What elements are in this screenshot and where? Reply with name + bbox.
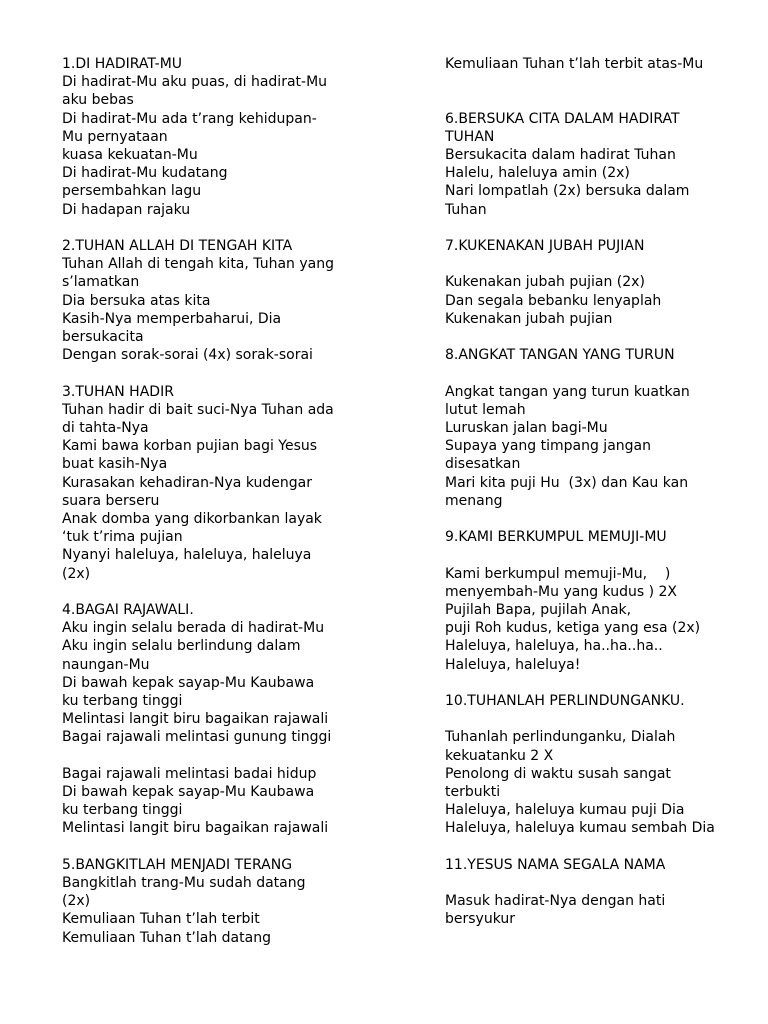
song-7	[445, 237, 745, 328]
song-10	[445, 692, 745, 838]
song-title: 6.BERSUKA CITA DALAM HADIRAT	[445, 110, 680, 127]
lyric-line: ‘tuk t’rima pujian	[62, 529, 183, 546]
lyric-line: Nari lompatlah (2x) bersuka dalam	[445, 183, 690, 200]
lyric-line: Dia bersuka atas kita	[62, 292, 211, 309]
lyric-line: Aku ingin selalu berlindung dalam	[62, 638, 301, 655]
lyric-line: Dengan sorak-sorai (4x) sorak-sorai	[62, 347, 313, 364]
lyric-line: Masuk hadirat-Nya dengan hati	[445, 893, 666, 910]
lyric-line: Dan segala bebanku lenyaplah	[445, 292, 662, 309]
lyric-line: Haleluya, haleluya kumau puji Dia	[445, 802, 685, 819]
song-8	[445, 346, 745, 510]
song-1	[62, 55, 362, 219]
song-6	[445, 110, 745, 219]
lyric-line: Di hadapan rajaku	[62, 201, 191, 218]
lyric-line: Tuhan hadir di bait suci-Nya Tuhan ada	[62, 401, 334, 418]
lyric-line: (2x)	[62, 565, 91, 582]
left-column	[62, 55, 362, 947]
song-3	[62, 383, 362, 583]
lyric-line: kekuatanku 2 X	[445, 747, 554, 764]
lyric-line: Melintasi langit biru bagaikan rajawali	[62, 711, 329, 728]
lyric-line: Bersukacita dalam hadirat Tuhan	[445, 147, 676, 163]
right-column	[445, 55, 745, 929]
lyric-line: Mari kita puji Hu (3x) dan Kau kan	[445, 474, 689, 491]
lyric-line: ku terbang tinggi	[62, 693, 183, 710]
lyric-line: Kami bawa korban pujian bagi Yesus	[62, 438, 318, 455]
song-title: 5.BANGKITLAH MENJADI TERANG	[62, 856, 293, 873]
lyric-line: Kukenakan jubah pujian (2x)	[445, 274, 645, 291]
lyric-line: Bagai rajawali melintasi gunung tinggi	[62, 729, 332, 746]
lyric-line: bersyukur	[445, 911, 516, 928]
lyric-line: Haleluya, haleluya!	[445, 656, 581, 673]
lyric-line: Aku ingin selalu berada di hadirat-Mu	[62, 620, 325, 637]
lyric-line: Di hadirat-Mu ada t’rang kehidupan-	[62, 110, 317, 127]
lyric-line: bersukacita	[62, 329, 144, 346]
lyric-line: Di bawah kepak sayap-Mu Kaubawa	[62, 784, 315, 801]
lyric-line: Di hadirat-Mu kudatang	[62, 165, 228, 182]
lyric-line: Kukenakan jubah pujian	[445, 310, 613, 327]
lyric-line: kuasa kekuatan-Mu	[62, 147, 198, 164]
lyric-line: Di hadirat-Mu aku puas, di hadirat-Mu	[62, 74, 328, 91]
song-title: 9.KAMI BERKUMPUL MEMUJI-MU	[445, 529, 667, 546]
lyric-line: Bagai rajawali melintasi badai hidup	[62, 765, 317, 782]
lyric-line: Tuhanlah perlindunganku, Dialah	[445, 729, 676, 746]
lyric-line: disesatkan	[445, 456, 521, 473]
lyric-line: Mu pernyataan	[62, 128, 168, 145]
lyric-line: Kurasakan kehadiran-Nya kudengar	[62, 474, 312, 491]
lyric-line: Kasih-Nya memperbaharui, Dia	[62, 310, 282, 327]
lyric-line: persembahkan lagu	[62, 183, 202, 200]
lyric-line: Supaya yang timpang jangan	[445, 438, 651, 455]
lyric-line: Kemuliaan Tuhan t’lah datang	[62, 929, 271, 946]
lyric-line: Anak domba yang dikorbankan layak	[62, 511, 322, 528]
lyric-line: Penolong di waktu susah sangat	[445, 765, 671, 782]
lyric-line: Angkat tangan yang turun kuatkan	[445, 383, 690, 400]
song-title: 11.YESUS NAMA SEGALA NAMA	[445, 856, 666, 873]
lyric-line: terbukti	[445, 783, 501, 800]
lyric-line: di tahta-Nya	[62, 420, 149, 437]
lyric-line: aku bebas	[62, 92, 134, 109]
lyric-line: Haleluya, haleluya kumau sembah Dia	[445, 820, 715, 837]
lyric-line: Bangkitlah trang-Mu sudah datang	[62, 875, 306, 892]
song-title: 3.TUHAN HADIR	[62, 383, 174, 400]
lyric-line: menyembah-Mu yang kudus ) 2X	[445, 583, 677, 600]
song-title: 1.DI HADIRAT-MU	[62, 56, 183, 72]
lyric-line: suara berseru	[62, 492, 160, 509]
lyric-line: Di bawah kepak sayap-Mu Kaubawa	[62, 674, 315, 691]
lyric-line: naungan-Mu	[62, 656, 150, 673]
lyric-line: buat kasih-Nya	[62, 456, 168, 473]
song-9	[445, 528, 745, 674]
song-title: 4.BAGAI RAJAWALI.	[62, 602, 194, 619]
song-4	[62, 601, 362, 838]
song-11	[445, 856, 745, 929]
lyric-line: Halelu, haleluya amin (2x)	[445, 165, 630, 182]
lyric-line: Kami berkumpul memuji-Mu, )	[445, 565, 671, 582]
song-title: 2.TUHAN ALLAH DI TENGAH KITA	[62, 238, 293, 255]
lyric-line: Nyanyi haleluya, haleluya, haleluya	[62, 547, 312, 564]
lyric-line: Luruskan jalan bagi-Mu	[445, 419, 608, 436]
lyric-line: ku terbang tinggi	[62, 802, 183, 819]
lyric-line: s’lamatkan	[62, 274, 140, 291]
lyric-line: puji Roh kudus, ketiga yang esa (2x)	[445, 620, 701, 637]
lyric-line: lutut lemah	[445, 401, 526, 418]
song-title: 8.ANGKAT TANGAN YANG TURUN	[445, 347, 675, 364]
lyric-line: menang	[445, 492, 503, 509]
lyric-line: (2x)	[62, 893, 91, 910]
song-title: 10.TUHANLAH PERLINDUNGANKU.	[445, 692, 685, 709]
lyric-line: Tuhan Allah di tengah kita, Tuhan yang	[62, 256, 334, 273]
lyric-line: Haleluya, haleluya, ha..ha..ha..	[445, 638, 663, 655]
song-2	[62, 237, 362, 364]
lyric-line: Pujilah Bapa, pujilah Anak,	[445, 601, 632, 618]
song-5	[62, 856, 362, 947]
song-title: TUHAN	[445, 128, 495, 145]
lyric-line: Tuhan	[445, 201, 487, 218]
song-title: 7.KUKENAKAN JUBAH PUJIAN	[445, 238, 645, 254]
lyric-line: Kemuliaan Tuhan t’lah terbit	[62, 911, 260, 928]
lyric-line: Melintasi langit biru bagaikan rajawali	[62, 820, 329, 837]
lyric-line: Kemuliaan Tuhan t’lah terbit atas-Mu	[445, 56, 704, 72]
